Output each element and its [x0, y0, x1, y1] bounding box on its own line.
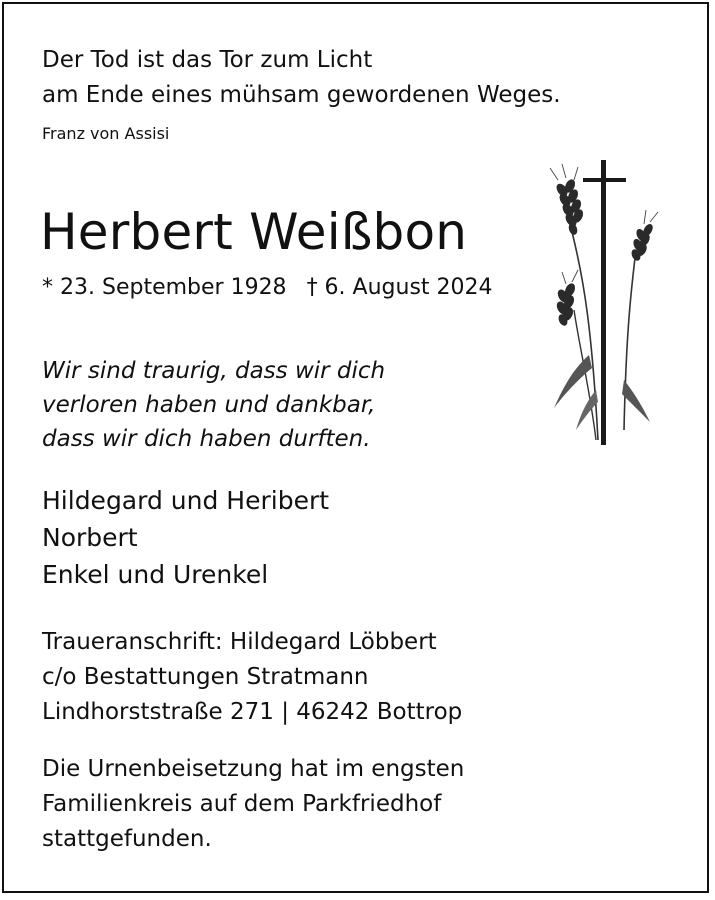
burial-notice [42, 752, 464, 857]
notice-line: Die Urnenbeisetzung hat im engsten [42, 756, 465, 782]
quote-line: Der Tod ist das Tor zum Licht [42, 47, 373, 73]
death-date: † 6. August 2024 [306, 275, 493, 300]
mourner-entry: Hildegard und Heribert [42, 486, 330, 515]
quote-line: am Ende eines mühsam gewordenen Weges. [42, 82, 561, 108]
mourner-entry: Norbert [42, 523, 138, 552]
address-line: Lindhorststraße 271 | 46242 Bottrop [42, 699, 463, 725]
epigraph-quote [42, 43, 561, 113]
verse-line: verloren haben und dankbar, [42, 392, 376, 418]
address-line: Traueranschrift: Hildegard Löbbert [42, 629, 437, 655]
notice-line: stattgefunden. [42, 826, 212, 852]
cross-with-wheat-icon [532, 140, 674, 450]
birth-date: * 23. September 1928 [42, 275, 287, 300]
memorial-verse [42, 354, 385, 456]
mourning-address [42, 625, 462, 730]
quote-author: Franz von Assisi [42, 124, 170, 143]
life-dates [42, 273, 493, 303]
verse-line: Wir sind traurig, dass wir dich [42, 358, 386, 384]
verse-line: dass wir dich haben durften. [42, 426, 371, 452]
notice-line: Familienkreis auf dem Parkfriedhof [42, 791, 442, 817]
deceased-name: Herbert Weißbon [40, 203, 468, 261]
mourners-list [42, 482, 329, 593]
address-line: c/o Bestattungen Stratmann [42, 664, 369, 690]
mourner-entry: Enkel und Urenkel [42, 560, 269, 589]
